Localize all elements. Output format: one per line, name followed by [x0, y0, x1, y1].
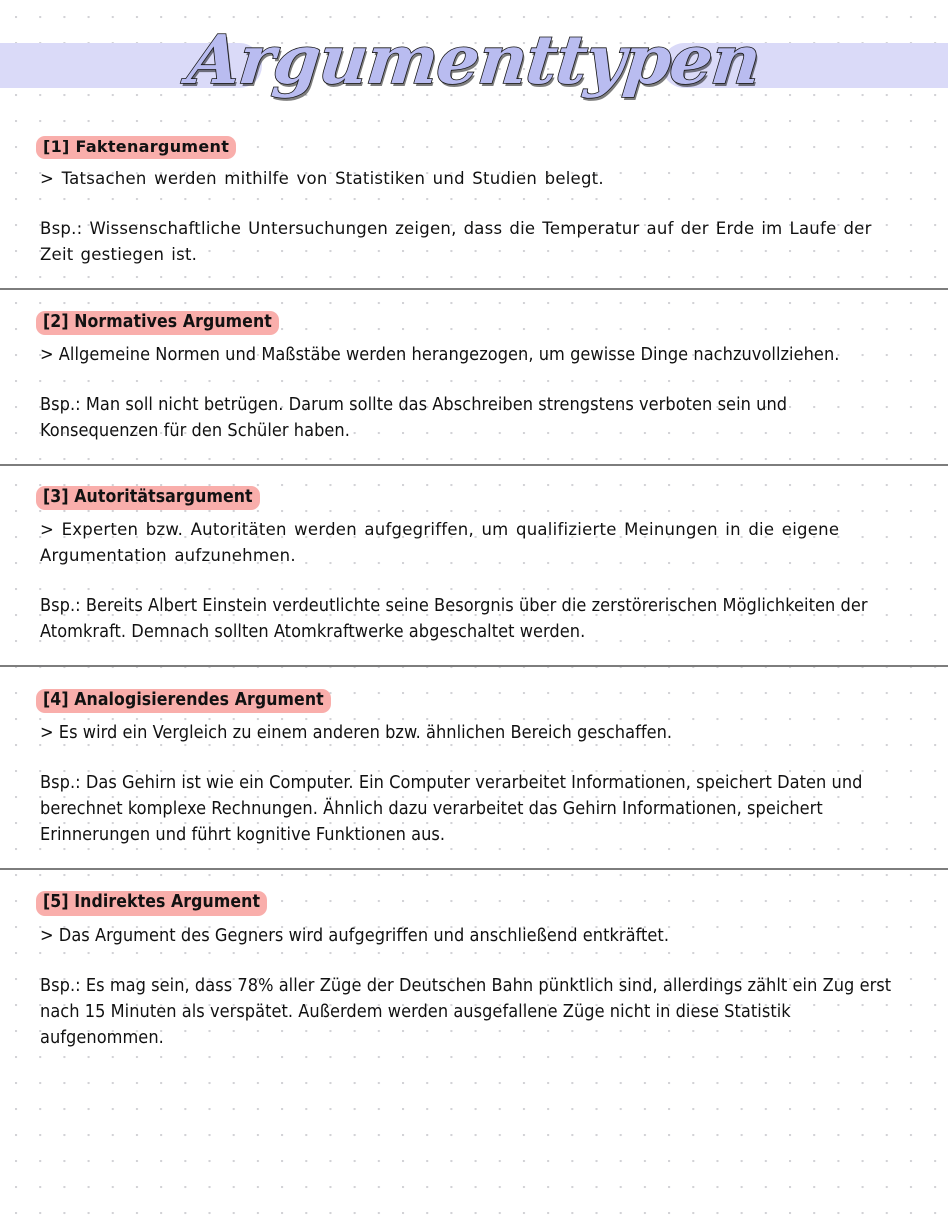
- section-definition-3: > Experten bzw. Autoritäten werden aufgegriffen, um qualifizierte Meinungen in die eigene Argumentation aufzunehmen.: [40, 520, 840, 566]
- section-heading-3: [3] Autoritätsargument: [36, 486, 260, 510]
- section-indirektes-argument: [0, 870, 948, 1070]
- section-example-4: Bsp.: Das Gehirn ist wie ein Computer. Ein Computer verarbeitet Informationen, speichert Daten und berechnet komplexe Rechnungen. Ähnlich dazu verarbeitet das Gehirn Informationen, speichert Erinnerungen und führt kognitive Funktionen aus.: [40, 772, 863, 846]
- section-definition-1: > Tatsachen werden mithilfe von Statistiken und Studien belegt.: [40, 168, 604, 188]
- section-autoritaetsargument: [0, 466, 948, 665]
- title-banner: [0, 0, 948, 118]
- section-heading-4: [4] Analogisierendes Argument: [36, 689, 331, 713]
- section-faktenargument: [0, 118, 948, 288]
- section-definition-4: > Es wird ein Vergleich zu einem anderen bzw. ähnlichen Bereich geschaffen.: [40, 722, 673, 744]
- section-heading-5: [5] Indirektes Argument: [36, 891, 267, 915]
- section-example-2: Bsp.: Man soll nicht betrügen. Darum sollte das Abschreiben strengstens verboten sein und Konsequenzen für den Schüler haben.: [40, 393, 788, 441]
- section-example-1: Bsp.: Wissenschaftliche Untersuchungen zeigen, dass die Temperatur auf der Erde im Laufe der Zeit gestiegen ist.: [40, 218, 872, 264]
- section-example-5: Bsp.: Es mag sein, dass 78% aller Züge der Deutschen Bahn pünktlich sind, allerdings zählt ein Zug erst nach 15 Minuten als verspätet. Außerdem werden ausgefallene Züge nicht in diese Statistik aufgenommen.: [40, 974, 892, 1048]
- section-analogisierendes-argument: [0, 667, 948, 868]
- section-definition-2: > Allgemeine Normen und Maßstäbe werden herangezogen, um gewisse Dinge nachzuvollziehen.: [40, 343, 840, 365]
- notes-content: [0, 118, 948, 1071]
- section-definition-5: > Das Argument des Gegners wird aufgegriffen und anschließend entkräftet.: [40, 924, 670, 946]
- section-example-3: Bsp.: Bereits Albert Einstein verdeutlichte seine Besorgnis über die zerstörerischen Möglichkeiten der Atomkraft. Demnach sollten Atomkraftwerke abgeschaltet werden.: [40, 595, 868, 643]
- section-heading-2: [2] Normatives Argument: [36, 311, 279, 335]
- page-title: Argumenttypen: [184, 20, 764, 99]
- section-heading-1: [1] Faktenargument: [36, 136, 236, 159]
- section-normatives-argument: [0, 290, 948, 464]
